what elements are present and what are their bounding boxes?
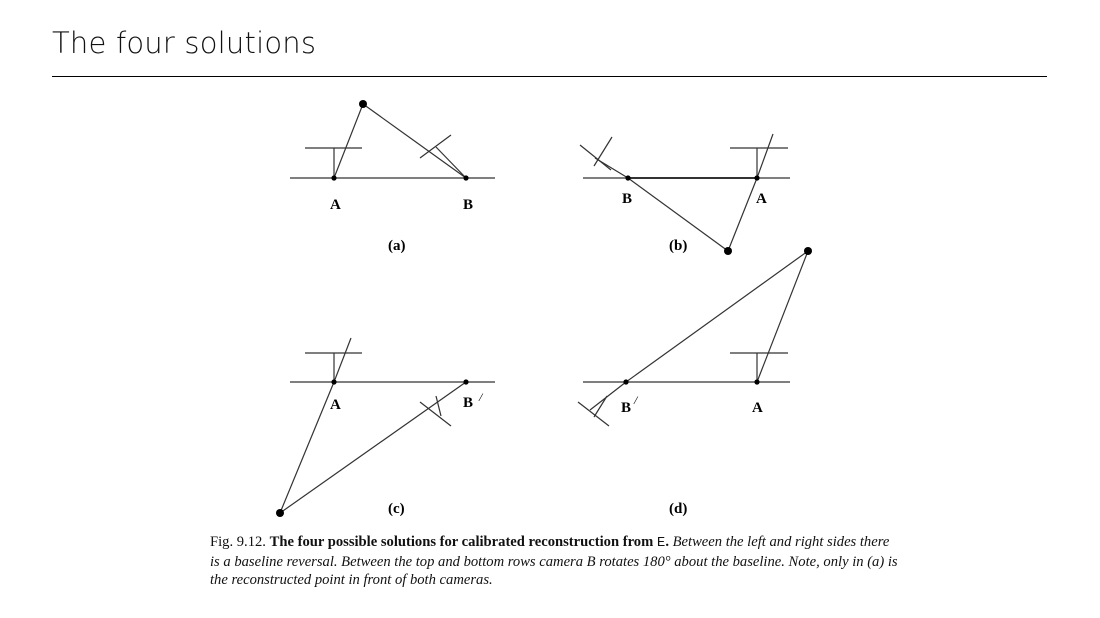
camera-center-b-panel-d xyxy=(623,379,628,384)
panel-caption-d: (d) xyxy=(669,501,688,517)
camera-a-ray-extension-b xyxy=(757,134,773,178)
ray-a-to-point-b xyxy=(728,178,757,251)
ray-a-to-point-d xyxy=(757,251,808,382)
camera-b-crosshair-d xyxy=(594,396,607,417)
camera-b-image-plane-b xyxy=(580,145,611,170)
label-a-panel-b: A xyxy=(756,191,767,207)
reconstructed-point-d xyxy=(804,247,812,255)
camera-center-b-panel-c xyxy=(463,379,468,384)
panel-caption-a: (a) xyxy=(388,238,406,254)
camera-center-b-panel-a xyxy=(463,175,468,180)
camera-b-image-plane-c xyxy=(420,402,451,426)
camera-center-b-panel-b xyxy=(625,175,630,180)
figure-caption xyxy=(210,533,900,590)
caption-italic-text: Between the left and right sides there is a baseline reversal. Between the top and bottom rows camera B rotates 180° about the baseline. Note, only in (a) is the reconstructed point in front of both cameras. xyxy=(210,534,898,588)
camera-center-a-panel-a xyxy=(331,175,336,180)
camera-b-crosshair-b xyxy=(594,137,612,166)
panel-a xyxy=(290,104,495,178)
panel-caption-c: (c) xyxy=(388,501,405,517)
panel-c xyxy=(280,338,495,513)
label-a-panel-a: A xyxy=(330,197,341,213)
reconstructed-point-c xyxy=(276,509,284,517)
camera-a-ray-extension-c xyxy=(334,338,351,382)
ray-b-to-point-c xyxy=(280,382,466,513)
label-a-panel-d: A xyxy=(752,400,763,416)
camera-b-axis-a xyxy=(436,147,466,178)
camera-b-image-plane-d xyxy=(578,402,609,426)
camera-b-axis-c xyxy=(436,396,441,416)
figure-number: Fig. 9.12. xyxy=(210,534,266,550)
label-b-panel-d: B xyxy=(621,400,632,416)
panel-d xyxy=(578,251,808,426)
label-b-panel-c: B xyxy=(463,395,474,411)
caption-matrix-symbol: E xyxy=(656,535,666,551)
ray-a-to-point-a xyxy=(334,104,363,178)
camera-center-a-panel-d xyxy=(754,379,759,384)
ray-b-to-point-d xyxy=(626,251,808,382)
ray-b-to-point-a xyxy=(363,104,466,178)
label-a-panel-c: A xyxy=(330,397,341,413)
caption-bold-text: The four possible solutions for calibrated reconstruction from xyxy=(269,534,654,550)
prime-mark-panel-c: / xyxy=(479,390,483,404)
label-b-panel-b: B xyxy=(622,191,633,207)
prime-mark-panel-d: / xyxy=(634,393,638,407)
camera-center-a-panel-b xyxy=(754,175,759,180)
reconstructed-point-a xyxy=(359,100,367,108)
camera-b-axis-b xyxy=(595,158,628,178)
reconstructed-point-b xyxy=(724,247,732,255)
label-b-panel-a: B xyxy=(463,197,474,213)
camera-center-a-panel-c xyxy=(331,379,336,384)
camera-b-image-plane-a xyxy=(420,135,451,158)
slide-title: The four solutions xyxy=(52,26,317,60)
panel-caption-b: (b) xyxy=(669,238,688,254)
caption-period: . xyxy=(665,534,669,550)
